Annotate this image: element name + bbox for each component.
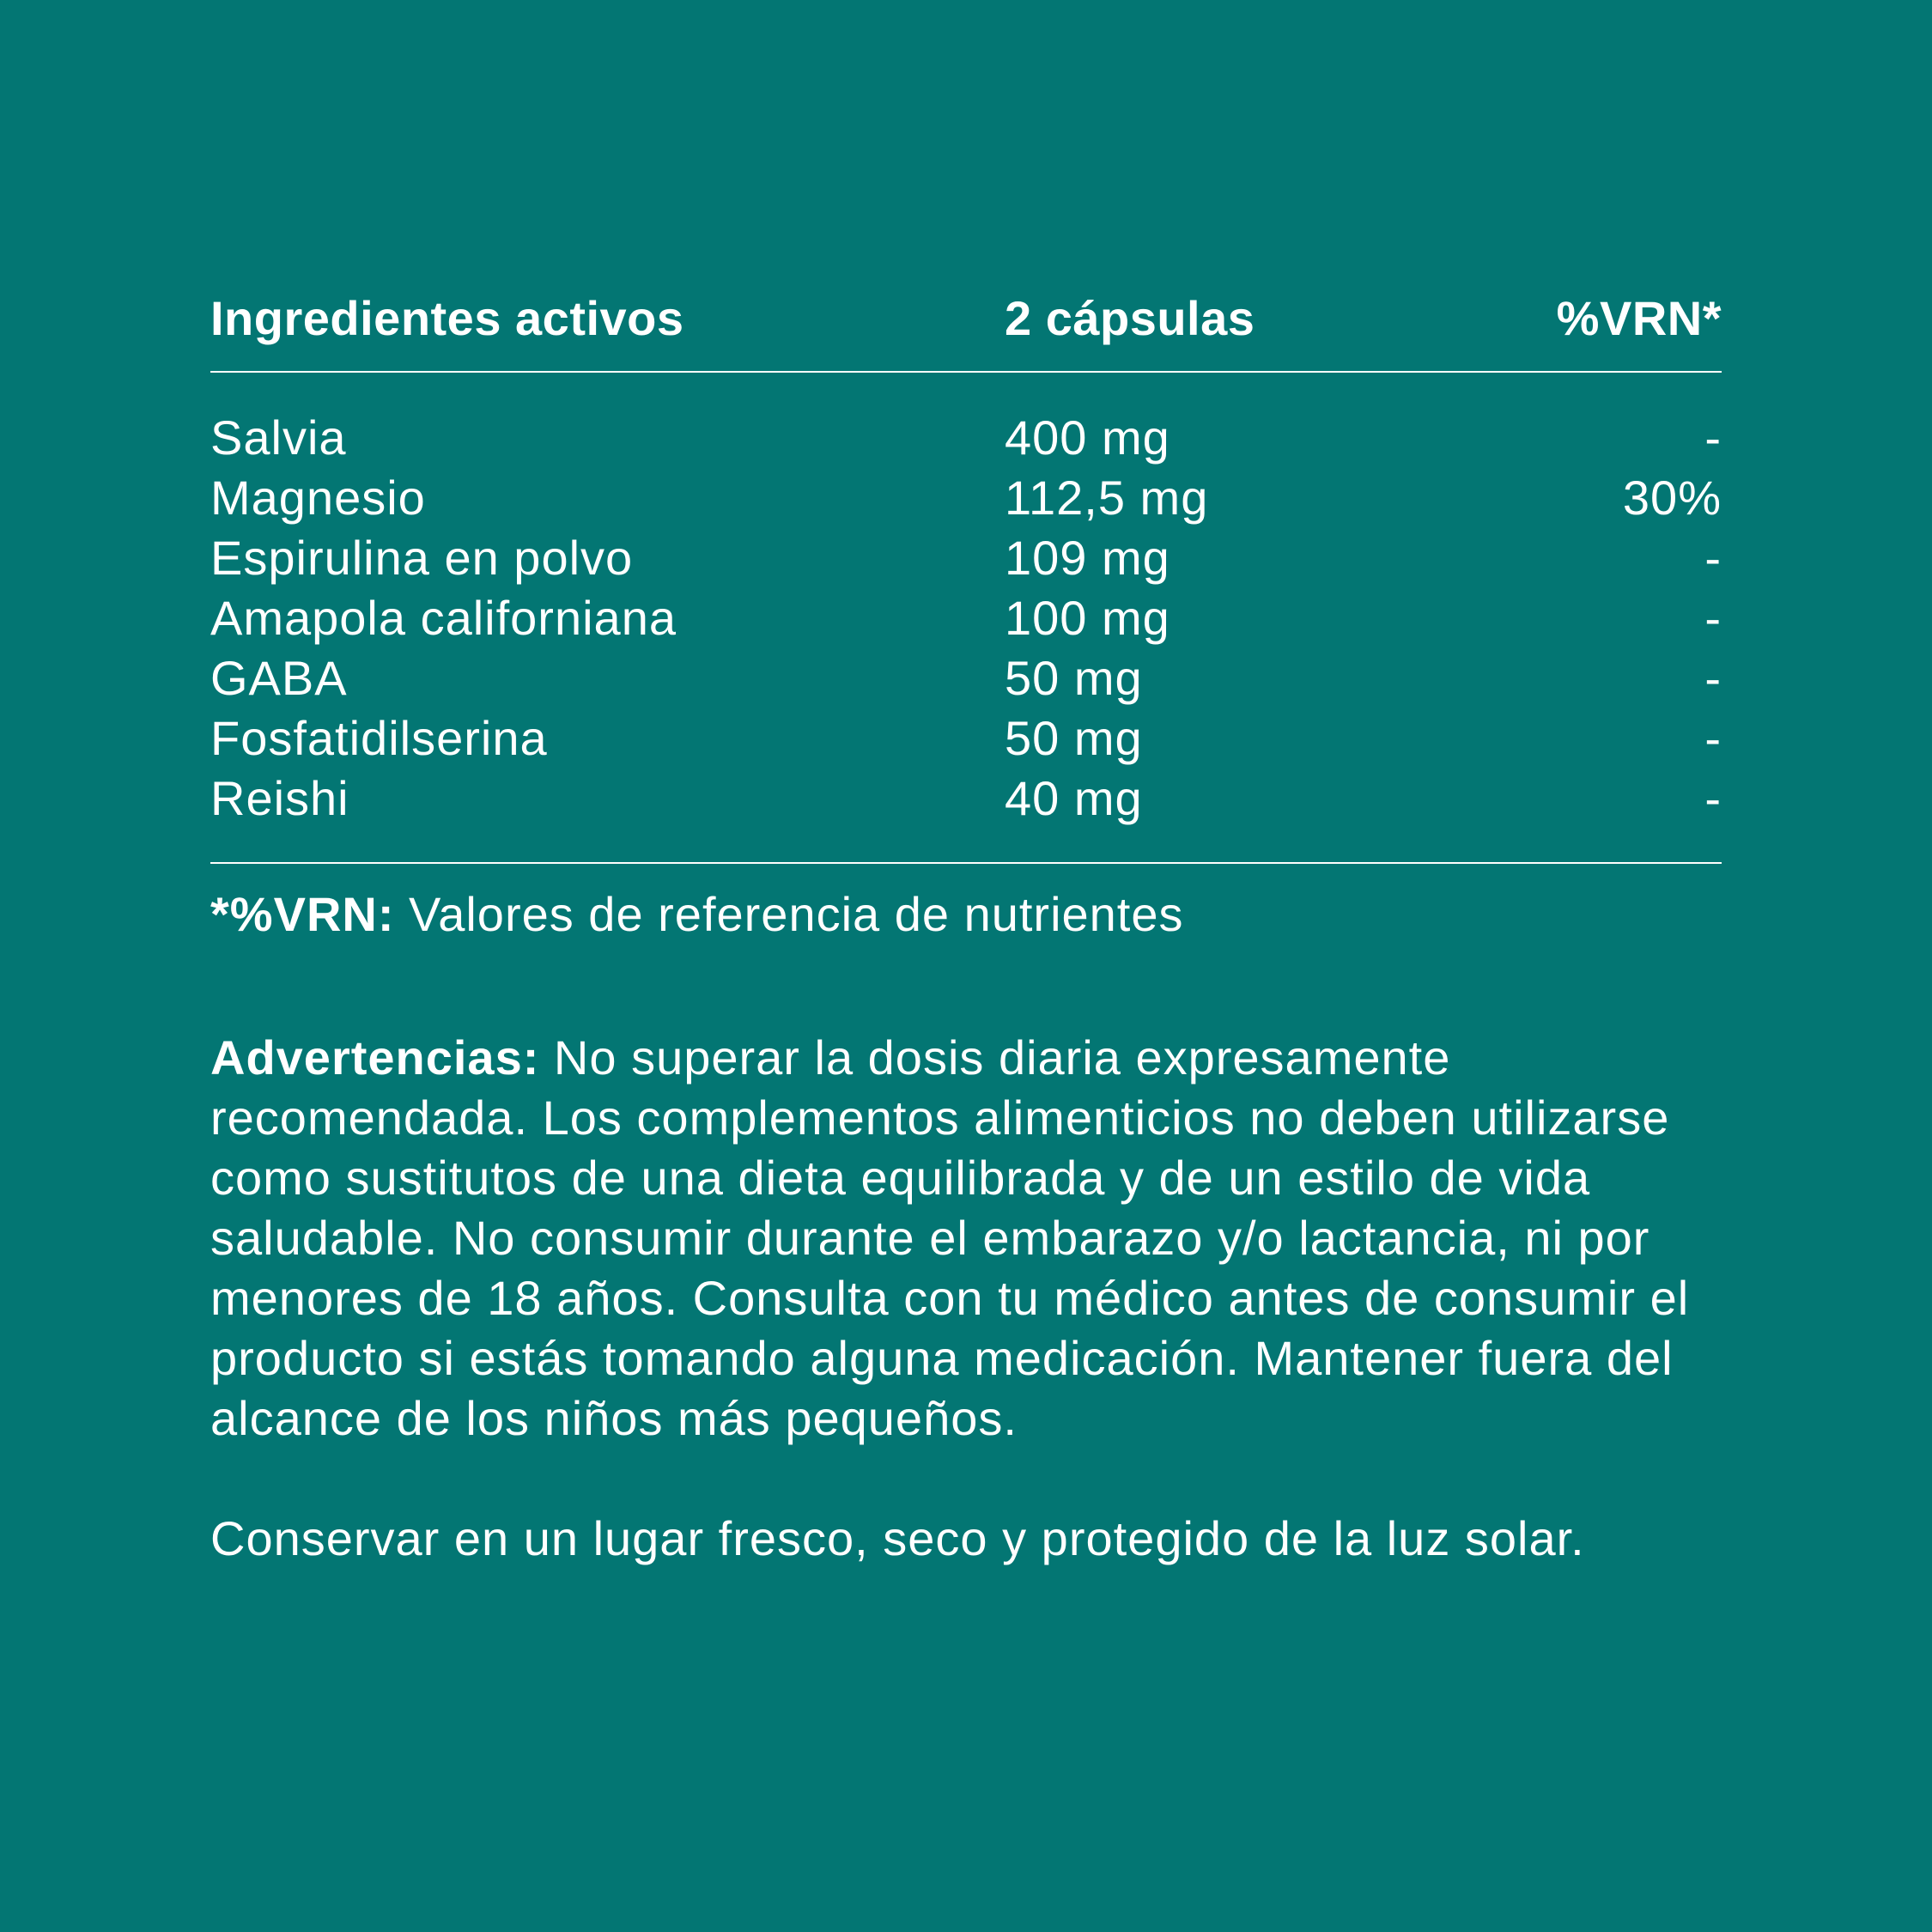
row-vrn: - bbox=[1704, 410, 1722, 465]
row-vrn: - bbox=[1704, 710, 1722, 765]
row-ingredient: Magnesio bbox=[210, 470, 426, 525]
table-row bbox=[210, 647, 1722, 708]
row-ingredient: GABA bbox=[210, 650, 348, 705]
row-vrn: - bbox=[1704, 590, 1722, 645]
header-ingredient: Ingredientes activos bbox=[210, 290, 684, 345]
table-bottom-divider bbox=[210, 862, 1722, 864]
table-row bbox=[210, 467, 1722, 527]
row-ingredient: Reishi bbox=[210, 770, 349, 825]
vrn-footnote bbox=[210, 886, 1722, 942]
warnings-paragraph bbox=[210, 1028, 1722, 1449]
row-vrn: - bbox=[1704, 770, 1722, 825]
table-row bbox=[210, 527, 1722, 587]
row-ingredient: Espirulina en polvo bbox=[210, 530, 634, 585]
row-dose: 50 mg bbox=[1005, 650, 1143, 705]
header-vrn: %VRN* bbox=[1556, 290, 1722, 345]
row-vrn: 30% bbox=[1622, 470, 1722, 525]
row-ingredient: Amapola californiana bbox=[210, 590, 677, 645]
row-vrn: - bbox=[1704, 530, 1722, 585]
row-dose: 50 mg bbox=[1005, 710, 1143, 765]
table-row bbox=[210, 708, 1722, 768]
row-ingredient: Fosfatidilserina bbox=[210, 710, 548, 765]
row-dose: 400 mg bbox=[1005, 410, 1170, 465]
header-dose: 2 cápsulas bbox=[1005, 290, 1255, 345]
warnings-text: No superar la dosis diaria expresamente recomendada. Los complementos alimenticios no deben utilizarse como sustitutos de una dieta equilibrada y de un estilo de vida saludable. No consumir durante el embarazo y/o lactancia, ni por menores de 18 años. Consulta con tu médico antes de consumir el producto si estás tomando alguna medicación. Mantener fuera del alcance de los niños más pequeños. bbox=[210, 1030, 1690, 1445]
table-header bbox=[210, 275, 1722, 361]
row-dose: 112,5 mg bbox=[1005, 470, 1209, 525]
row-dose: 100 mg bbox=[1005, 590, 1170, 645]
row-dose: 40 mg bbox=[1005, 770, 1143, 825]
row-dose: 109 mg bbox=[1005, 530, 1170, 585]
storage-instructions: Conservar en un lugar fresco, seco y protegido de la luz solar. bbox=[210, 1511, 1585, 1565]
footnote-label: *%VRN: bbox=[210, 887, 395, 941]
label-content bbox=[210, 275, 1722, 1569]
ingredient-rows bbox=[210, 373, 1722, 862]
footnote-text: Valores de referencia de nutrientes bbox=[394, 887, 1184, 941]
row-ingredient: Salvia bbox=[210, 410, 347, 465]
warnings-label: Advertencias: bbox=[210, 1030, 540, 1084]
table-row bbox=[210, 768, 1722, 828]
table-row bbox=[210, 587, 1722, 647]
row-vrn: - bbox=[1704, 650, 1722, 705]
table-row bbox=[210, 407, 1722, 467]
